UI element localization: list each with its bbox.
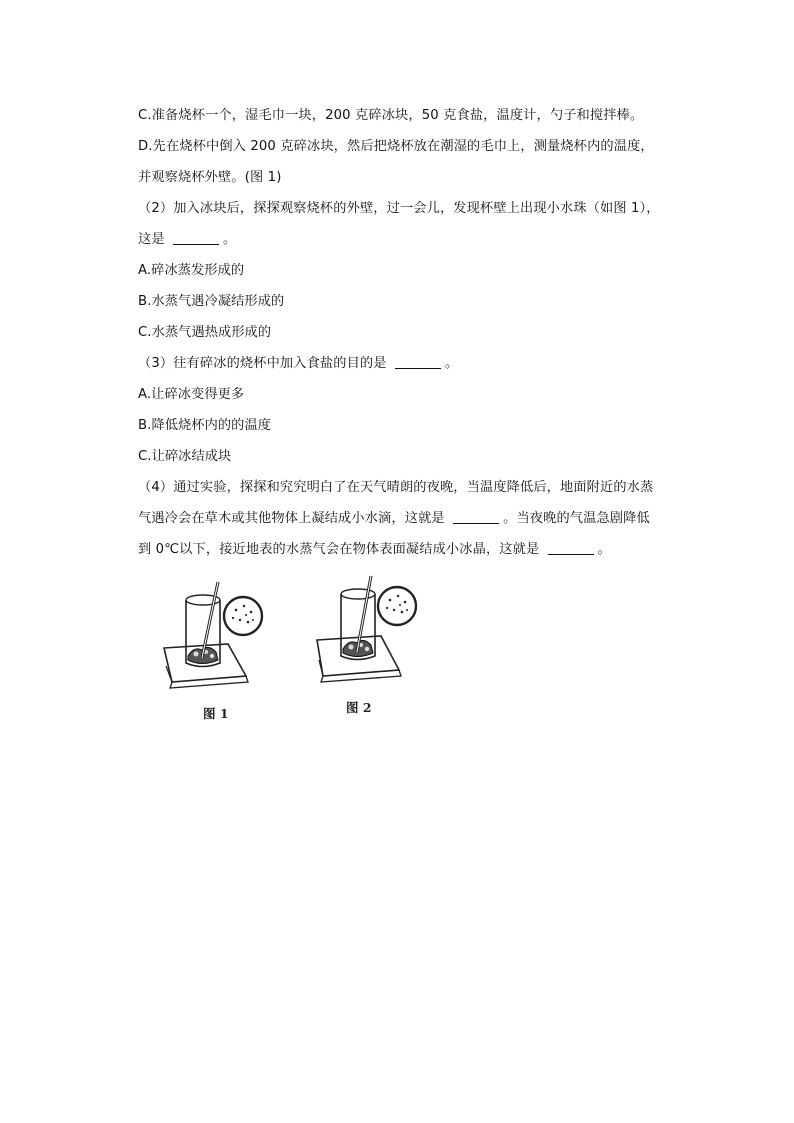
question-4-stem-cont: 气遇冷会在草木或其他物体上凝结成小水滴，这就是 。当夜晚的气温急剧降低 bbox=[138, 511, 650, 526]
question-2-stem-cont: 这是 。 bbox=[138, 232, 237, 247]
q2-option-a: A.碎冰蒸发形成的 bbox=[138, 263, 245, 278]
experiment-figures bbox=[136, 570, 436, 725]
question-4-stem: （4）通过实验，探探和究究明白了在天气晴朗的夜晚，当温度降低后，地面附近的水蒸 bbox=[138, 480, 654, 495]
answer-blank-q2[interactable] bbox=[173, 230, 219, 245]
answer-blank-q4-frost[interactable] bbox=[548, 540, 594, 555]
q3-option-a: A.让碎冰变得更多 bbox=[138, 387, 245, 402]
beaker-on-towel-illustration-1 bbox=[136, 570, 286, 700]
question-text bbox=[138, 100, 678, 565]
answer-blank-q3[interactable] bbox=[395, 354, 441, 369]
figure-1-caption: 图 1 bbox=[203, 706, 229, 721]
figure-1 bbox=[136, 570, 286, 721]
question-3-stem: （3）往有碎冰的烧杯中加入食盐的目的是 。 bbox=[138, 356, 459, 371]
option-c-materials: C.准备烧杯一个，湿毛巾一块，200 克碎冰块，50 克食盐，温度计，勺子和搅拌棒。 bbox=[138, 108, 644, 123]
option-d-step-cont: 并观察烧杯外壁。(图 1) bbox=[138, 170, 282, 185]
answer-blank-q4-dew[interactable] bbox=[453, 509, 499, 524]
figure-2-caption: 图 2 bbox=[346, 700, 372, 715]
q2-option-c: C.水蒸气遇热成形成的 bbox=[138, 325, 272, 340]
question-2-stem: （2）加入冰块后，探探观察烧杯的外壁，过一会儿，发现杯壁上出现小水珠（如图 1）， bbox=[138, 201, 660, 216]
figure-2 bbox=[293, 570, 443, 715]
question-4-stem-end: 到 0℃以下，接近地表的水蒸气会在物体表面凝结成小冰晶，这就是 。 bbox=[138, 542, 611, 557]
q2-option-b: B.水蒸气遇冷凝结形成的 bbox=[138, 294, 285, 309]
q3-option-b: B.降低烧杯内的的温度 bbox=[138, 418, 272, 433]
q3-option-c: C.让碎冰结成块 bbox=[138, 449, 232, 464]
beaker-on-towel-illustration-2 bbox=[293, 570, 443, 700]
option-d-step: D.先在烧杯中倒入 200 克碎冰块，然后把烧杯放在潮湿的毛巾上，测量烧杯内的温度， bbox=[138, 139, 654, 154]
